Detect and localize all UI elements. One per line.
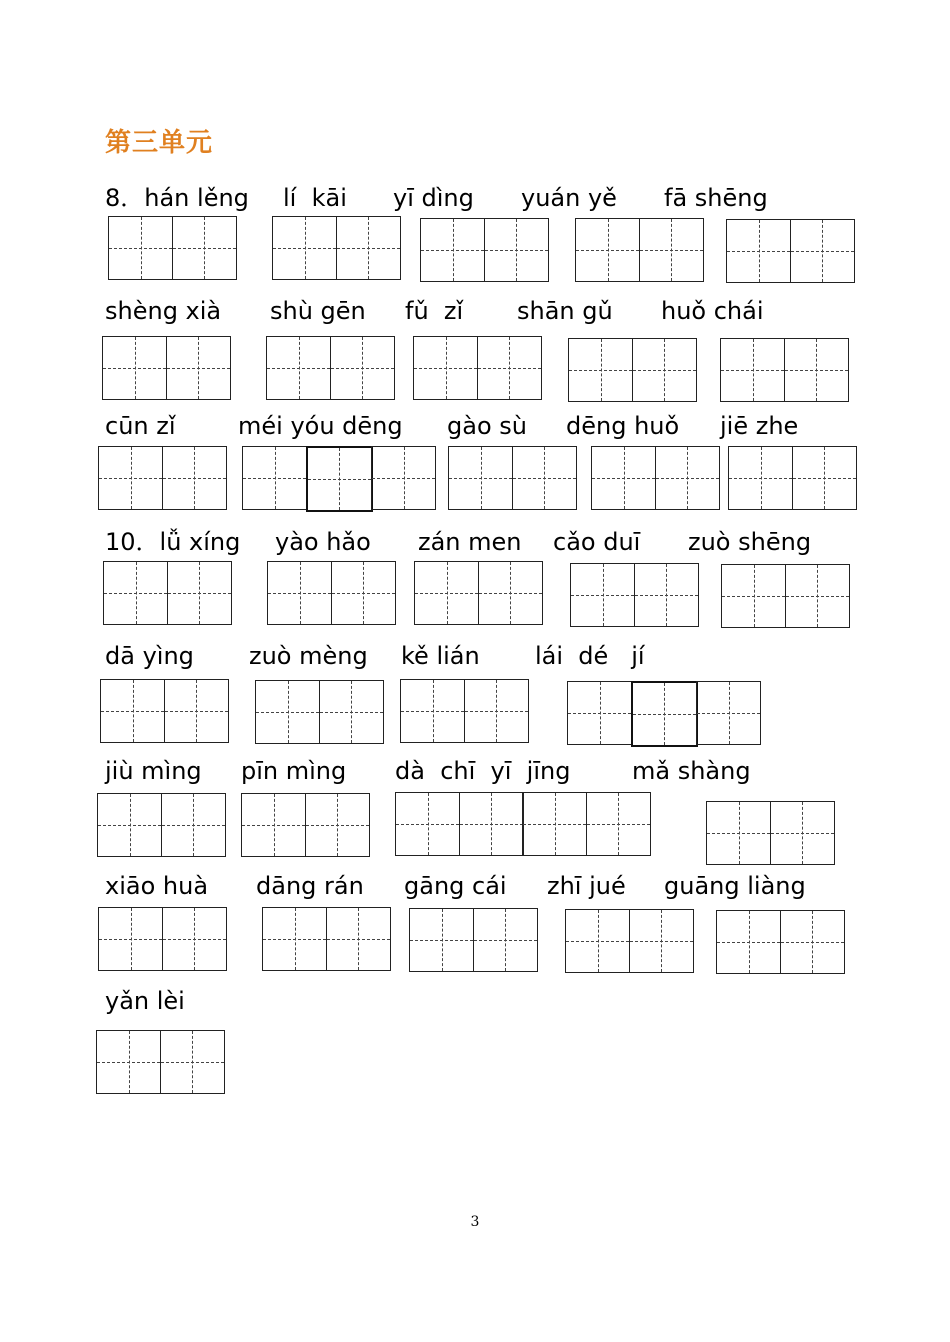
tianzige-answer-box[interactable] [414, 561, 543, 625]
tianzige-cell[interactable] [728, 446, 793, 510]
pinyin-label: shèng xià [105, 297, 222, 325]
tianzige-cell[interactable] [266, 336, 331, 400]
tianzige-answer-box[interactable] [267, 561, 396, 625]
tianzige-cell[interactable] [100, 679, 165, 743]
tianzige-cell[interactable] [631, 681, 698, 747]
pinyin-label: gào sù [447, 412, 527, 440]
tianzige-cell[interactable] [96, 1030, 161, 1094]
tianzige-cell[interactable] [567, 681, 632, 745]
tianzige-answer-box[interactable] [420, 218, 549, 282]
tianzige-cell[interactable] [255, 680, 320, 744]
pinyin-label: lái dé jí [535, 642, 645, 670]
pinyin-label: pīn mìng [241, 757, 347, 785]
tianzige-cell[interactable] [400, 679, 465, 743]
tianzige-cell[interactable] [162, 907, 227, 971]
tianzige-cell[interactable] [721, 564, 786, 628]
tianzige-answer-box[interactable] [591, 446, 720, 510]
pinyin-label: 8．hán lěng [105, 184, 249, 212]
tianzige-answer-box[interactable] [413, 336, 542, 400]
tianzige-cell[interactable] [716, 910, 781, 974]
tianzige-answer-box[interactable] [108, 216, 237, 280]
pinyin-label: zán men [418, 528, 522, 556]
tianzige-cell[interactable] [512, 446, 577, 510]
tianzige-cell[interactable] [655, 446, 720, 510]
tianzige-cell[interactable] [484, 218, 549, 282]
tianzige-answer-box[interactable] [409, 908, 538, 972]
tianzige-cell[interactable] [336, 216, 401, 280]
tianzige-answer-box[interactable] [721, 564, 850, 628]
tianzige-answer-box[interactable] [400, 679, 529, 743]
tianzige-cell[interactable] [108, 216, 173, 280]
tianzige-answer-box[interactable] [568, 338, 697, 402]
tianzige-cell[interactable] [326, 907, 391, 971]
tianzige-cell[interactable] [319, 680, 384, 744]
pinyin-label: yǎn lèi [105, 987, 185, 1015]
tianzige-answer-box[interactable] [448, 446, 577, 510]
pinyin-label: guāng liàng [664, 872, 806, 900]
tianzige-cell[interactable] [478, 561, 543, 625]
tianzige-answer-box[interactable] [266, 336, 395, 400]
tianzige-answer-box[interactable] [395, 792, 651, 856]
tianzige-answer-box[interactable] [726, 219, 855, 283]
tianzige-cell[interactable] [395, 792, 460, 856]
pinyin-label: yī dìng [393, 184, 474, 212]
tianzige-answer-box[interactable] [102, 336, 231, 400]
tianzige-answer-box[interactable] [706, 801, 835, 865]
tianzige-cell[interactable] [172, 216, 237, 280]
tianzige-cell[interactable] [262, 907, 327, 971]
tianzige-cell[interactable] [413, 336, 478, 400]
pinyin-label: fǔ zǐ [405, 297, 464, 325]
tianzige-cell[interactable] [409, 908, 474, 972]
tianzige-answer-box[interactable] [565, 909, 694, 973]
unit-title: 第三单元 [105, 128, 214, 158]
tianzige-cell[interactable] [792, 446, 857, 510]
tianzige-cell[interactable] [164, 679, 229, 743]
pinyin-label: zuò mèng [249, 642, 368, 670]
tianzige-answer-box[interactable] [98, 446, 227, 510]
pinyin-label: kě lián [401, 642, 480, 670]
tianzige-answer-box[interactable] [242, 446, 436, 510]
tianzige-cell[interactable] [706, 801, 771, 865]
tianzige-answer-box[interactable] [272, 216, 401, 280]
tianzige-answer-box[interactable] [570, 563, 699, 627]
pinyin-label: dā yìng [105, 642, 194, 670]
tianzige-answer-box[interactable] [575, 218, 704, 282]
tianzige-cell[interactable] [726, 219, 791, 283]
tianzige-cell[interactable] [242, 446, 307, 510]
tianzige-answer-box[interactable] [720, 338, 849, 402]
tianzige-cell[interactable] [720, 338, 785, 402]
pinyin-label: shù gēn [270, 297, 366, 325]
pinyin-label: zuò shēng [688, 528, 812, 556]
tianzige-answer-box[interactable] [716, 910, 845, 974]
tianzige-cell[interactable] [565, 909, 630, 973]
tianzige-cell[interactable] [162, 446, 227, 510]
tianzige-answer-box[interactable] [97, 793, 226, 857]
tianzige-answer-box[interactable] [100, 679, 229, 743]
tianzige-cell[interactable] [639, 218, 704, 282]
tianzige-cell[interactable] [166, 336, 231, 400]
tianzige-cell[interactable] [464, 679, 529, 743]
tianzige-cell[interactable] [97, 793, 162, 857]
tianzige-cell[interactable] [267, 561, 332, 625]
pinyin-label: fā shēng [664, 184, 768, 212]
tianzige-cell[interactable] [414, 561, 479, 625]
tianzige-cell[interactable] [570, 563, 635, 627]
tianzige-cell[interactable] [473, 908, 538, 972]
tianzige-cell[interactable] [459, 792, 524, 856]
pinyin-label: dēng huǒ [566, 412, 680, 440]
tianzige-cell[interactable] [696, 681, 761, 745]
tianzige-answer-box[interactable] [241, 793, 370, 857]
pinyin-label: xiāo huà [105, 872, 209, 900]
tianzige-cell[interactable] [305, 793, 370, 857]
tianzige-cell[interactable] [306, 446, 373, 512]
tianzige-cell[interactable] [420, 218, 485, 282]
pinyin-label: gāng cái [404, 872, 507, 900]
tianzige-cell[interactable] [790, 219, 855, 283]
pinyin-label: huǒ chái [661, 297, 764, 325]
tianzige-answer-box[interactable] [98, 907, 227, 971]
tianzige-cell[interactable] [632, 338, 697, 402]
pinyin-label: cǎo duī [553, 528, 641, 556]
tianzige-cell[interactable] [785, 564, 850, 628]
tianzige-answer-box[interactable] [255, 680, 384, 744]
page-number: 3 [470, 1214, 480, 1230]
pinyin-label: dāng rán [256, 872, 364, 900]
pinyin-label: zhī jué [547, 872, 626, 900]
tianzige-answer-box[interactable] [262, 907, 391, 971]
tianzige-answer-box[interactable] [728, 446, 857, 510]
tianzige-cell[interactable] [591, 446, 656, 510]
tianzige-cell[interactable] [586, 792, 651, 856]
tianzige-cell[interactable] [371, 446, 436, 510]
tianzige-cell[interactable] [770, 801, 835, 865]
tianzige-cell[interactable] [330, 336, 395, 400]
tianzige-cell[interactable] [522, 792, 587, 856]
tianzige-cell[interactable] [448, 446, 513, 510]
pinyin-label: lí kāi [283, 184, 347, 212]
tianzige-answer-box[interactable] [103, 561, 232, 625]
tianzige-cell[interactable] [98, 446, 163, 510]
pinyin-label: jiù mìng [105, 757, 202, 785]
tianzige-cell[interactable] [575, 218, 640, 282]
tianzige-cell[interactable] [103, 561, 168, 625]
tianzige-cell[interactable] [634, 563, 699, 627]
pinyin-label: méi yóu dēng [238, 412, 403, 440]
tianzige-cell[interactable] [160, 1030, 225, 1094]
tianzige-cell[interactable] [241, 793, 306, 857]
tianzige-cell[interactable] [161, 793, 226, 857]
pinyin-label: jiē zhe [720, 412, 799, 440]
tianzige-cell[interactable] [98, 907, 163, 971]
tianzige-answer-box[interactable] [567, 681, 761, 745]
pinyin-label: dà chī yī jīng [395, 757, 571, 785]
tianzige-cell[interactable] [780, 910, 845, 974]
pinyin-label: cūn zǐ [105, 412, 176, 440]
tianzige-answer-box[interactable] [96, 1030, 225, 1094]
tianzige-cell[interactable] [568, 338, 633, 402]
pinyin-label: yuán yě [521, 184, 617, 212]
tianzige-cell[interactable] [784, 338, 849, 402]
pinyin-label: 10．lǚ xíng [105, 528, 241, 556]
tianzige-cell[interactable] [272, 216, 337, 280]
tianzige-cell[interactable] [102, 336, 167, 400]
tianzige-cell[interactable] [477, 336, 542, 400]
tianzige-cell[interactable] [167, 561, 232, 625]
tianzige-cell[interactable] [331, 561, 396, 625]
pinyin-label: yào hǎo [275, 528, 371, 556]
pinyin-label: shān gǔ [517, 297, 613, 325]
pinyin-label: mǎ shàng [632, 757, 751, 785]
tianzige-cell[interactable] [629, 909, 694, 973]
